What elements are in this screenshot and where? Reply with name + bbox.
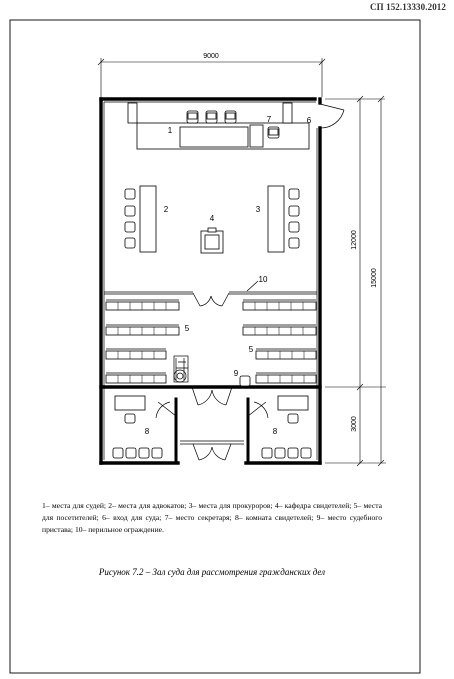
lobby-walls bbox=[176, 399, 248, 463]
document-code: СП 152.13330.2012 bbox=[370, 2, 446, 12]
dimension-rooms-depth: 3000 bbox=[351, 416, 358, 432]
label-visitors-right: 5 bbox=[248, 345, 254, 354]
dimension-total-depth: 15000 bbox=[371, 268, 378, 288]
lobby-doors bbox=[156, 387, 268, 460]
label-visitors-left: 5 bbox=[184, 324, 190, 333]
label-witness-stand: 4 bbox=[209, 214, 215, 223]
judges-platform bbox=[128, 103, 309, 149]
witness-stand bbox=[201, 228, 223, 253]
bailiff-seat bbox=[240, 376, 250, 386]
dimension-width: 9000 bbox=[203, 53, 219, 60]
court-entrance-door bbox=[320, 104, 344, 128]
dimension-hall-depth: 12000 bbox=[351, 230, 358, 250]
visitor-benches-right-seats bbox=[255, 302, 304, 383]
visitor-benches-left-seats bbox=[118, 302, 166, 383]
visitor-benches-left bbox=[106, 300, 179, 383]
legend-text: 1– места для судей; 2– места для адвокатов; 3– места для прокуроров; 4– кафедра свидетелей; 5– места для посетителей; 6– вход для суда; 7– место секретаря; 8– комната свидетелей; 9– место судебного пристава; 10– перильное ограждение. bbox=[42, 501, 382, 534]
label-court-entrance: 6 bbox=[306, 116, 312, 125]
witness-room-left-furniture bbox=[113, 396, 162, 458]
label-witness-room-left: 8 bbox=[144, 427, 150, 436]
figure-caption: Рисунок 7.2 – Зал суда для рассмотрения гражданских дел bbox=[98, 567, 326, 577]
label-bailiff: 9 bbox=[233, 369, 239, 378]
witness-room-right-furniture bbox=[262, 396, 311, 458]
label-secretary: 7 bbox=[266, 115, 272, 124]
label-lawyers: 2 bbox=[163, 205, 169, 214]
judges-chairs bbox=[187, 111, 279, 138]
label-railing: 10 bbox=[258, 275, 268, 284]
prosecutors-desk bbox=[268, 186, 299, 252]
visitor-benches-right bbox=[243, 300, 316, 383]
wheelchair-icon bbox=[174, 356, 188, 382]
label-judges: 1 bbox=[167, 126, 173, 135]
lawyers-desk bbox=[125, 186, 156, 252]
label-prosecutors: 3 bbox=[255, 205, 261, 214]
label-witness-room-right: 8 bbox=[272, 427, 278, 436]
